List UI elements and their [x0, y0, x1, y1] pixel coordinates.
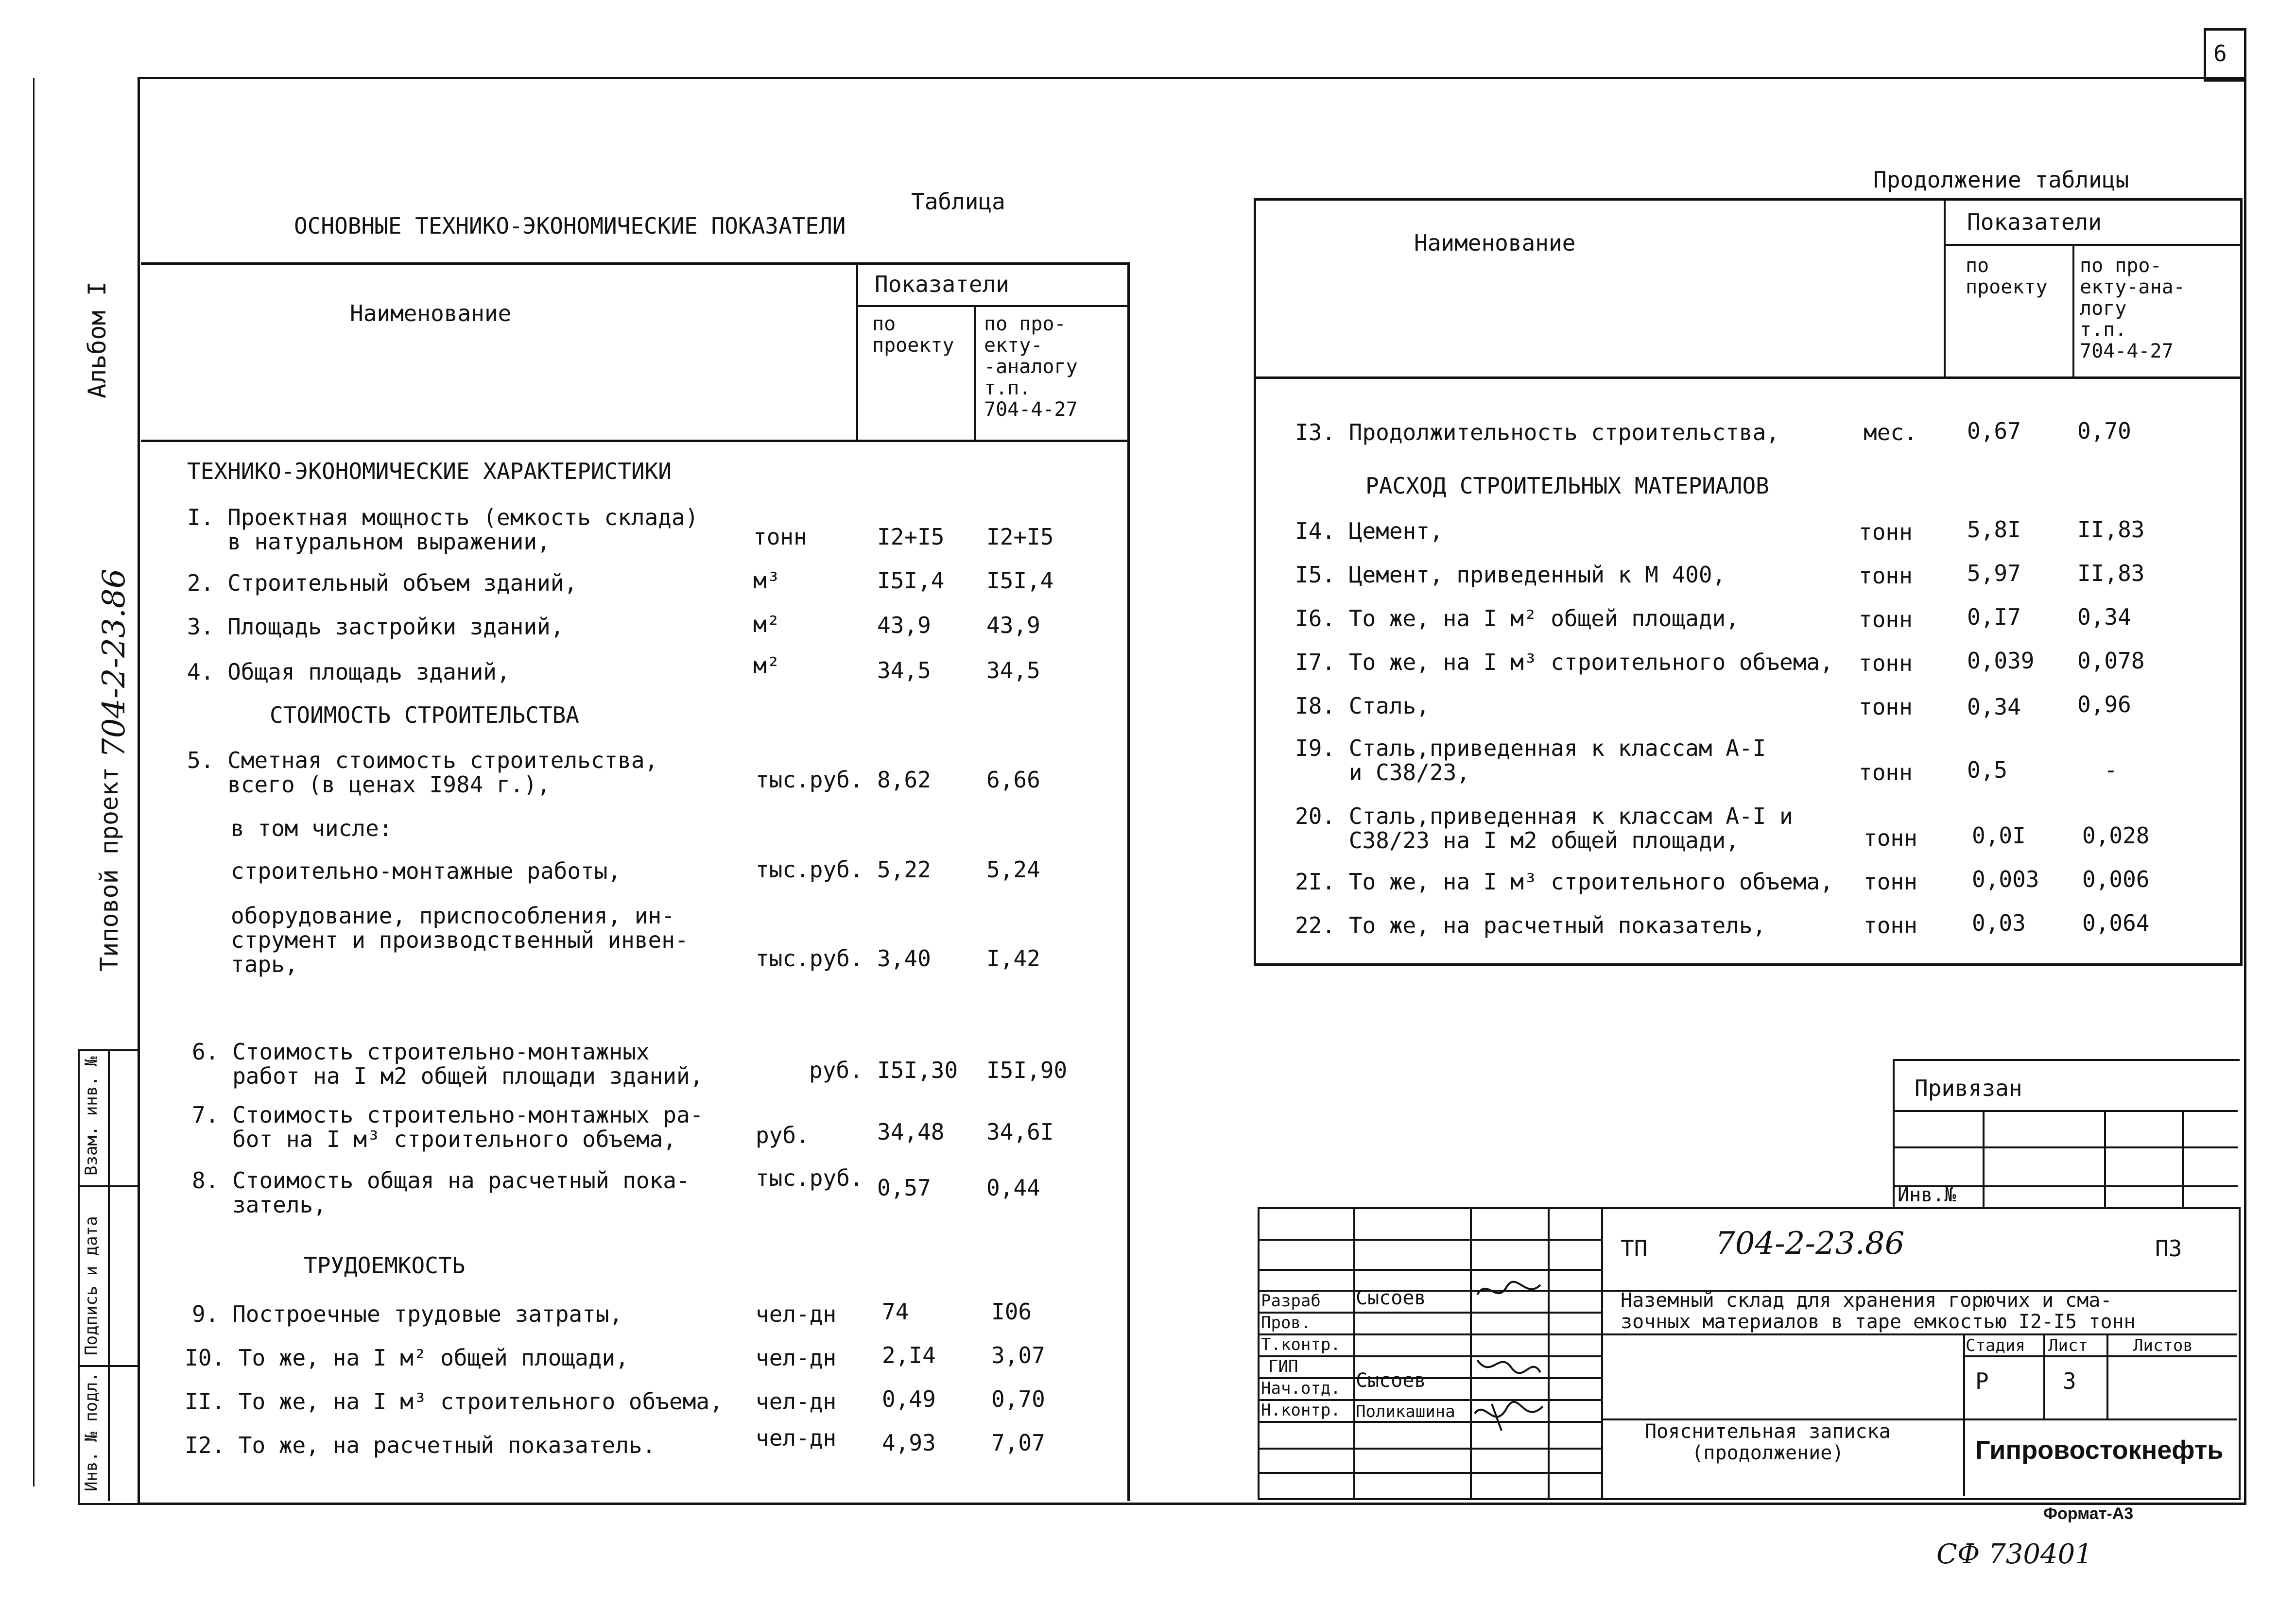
left-row-smr-analog: 5,24 — [986, 856, 1040, 883]
tb-col — [1353, 1207, 1355, 1498]
right-row-17-analog: 0,078 — [2077, 648, 2145, 674]
page-number: 6 — [2213, 40, 2227, 67]
left-row-4-project: 34,5 — [877, 657, 931, 683]
left-row-5-analog: 6,66 — [986, 767, 1040, 793]
tb-row — [1963, 1355, 2237, 1357]
left-row-4-analog: 34,5 — [986, 657, 1040, 683]
left-row-7-unit: руб. — [756, 1122, 810, 1148]
signature-nkontr — [1472, 1399, 1545, 1433]
left-row-5-name: 5. Сметная стоимость строительства, всего (в ценах I984 г.), — [187, 747, 658, 798]
right-col-divider-project — [2072, 244, 2074, 376]
right-row-20-project: 0,0I — [1972, 822, 2026, 849]
left-row-equip-name: оборудование, приспособления, ин- струмент и производственный инвен- тарь, — [231, 903, 689, 977]
left-col-indicators: Показатели — [875, 271, 1009, 297]
right-row-19-name: I9. Сталь,приведенная к классам А-I и С38/23, — [1295, 735, 1766, 786]
left-row-including: в том числе: — [231, 815, 393, 841]
right-row-16-analog: 0,34 — [2077, 604, 2131, 630]
right-row-19-unit: тонн — [1859, 759, 1913, 786]
right-row-13-project: 0,67 — [1967, 418, 2021, 444]
left-row-10-unit: чел-дн — [756, 1345, 837, 1371]
privyazan-inv: Инв.№ — [1898, 1184, 1956, 1206]
footer-code: СФ 730401 — [1936, 1538, 2092, 1570]
right-row-13-unit: мес. — [1864, 419, 1917, 445]
right-row-20-name: 20. Сталь,приведенная к классам А-I и С38/23 на I м2 общей площади, — [1295, 803, 1793, 854]
left-table-caption: Таблица — [911, 188, 1005, 215]
left-row-11-name: II. То же, на I м³ строительного объема, — [185, 1388, 723, 1415]
privyazan-col — [1983, 1110, 1985, 1207]
right-row-18-unit: тонн — [1859, 694, 1913, 720]
tb-doc: ПЗ — [2155, 1235, 2182, 1262]
right-row-13-name: I3. Продолжительность строительства, — [1295, 419, 1779, 445]
right-row-20-unit: тонн — [1864, 825, 1917, 851]
tb-row — [1258, 1355, 1601, 1357]
stamp-row-line — [78, 1365, 138, 1367]
right-row-15-project: 5,97 — [1967, 560, 2021, 586]
left-col-project: по проекту — [872, 313, 954, 357]
right-col-name: Наименование — [1414, 230, 1576, 256]
tb-row — [1258, 1472, 1601, 1474]
tb-role-tkontr: Т.контр. — [1261, 1335, 1341, 1354]
tb-stage: Р — [1975, 1368, 1989, 1394]
tb-role-nachotd: Нач.отд. — [1261, 1379, 1341, 1398]
right-row-22-name: 22. То же, на расчетный показатель, — [1295, 912, 1766, 939]
right-row-19-project: 0,5 — [1967, 757, 2008, 783]
right-row-18-name: I8. Сталь, — [1295, 693, 1430, 719]
left-row-6-unit: руб. — [809, 1057, 863, 1083]
privyazan-label: Привязан — [1915, 1075, 2022, 1101]
left-row-10-analog: 3,07 — [991, 1342, 1045, 1368]
right-header-bottom — [1254, 376, 2242, 379]
right-row-15-analog: II,83 — [2077, 560, 2145, 586]
tb-code-handwritten: 704-2-23.86 — [1715, 1226, 1905, 1262]
right-row-16-unit: тонн — [1859, 606, 1913, 632]
right-col-analog: по про- екту-ана- логу т.п. 704-4-27 — [2080, 255, 2185, 362]
left-row-6-project: I5I,30 — [877, 1057, 958, 1083]
left-col-analog: по про- екту- -аналогу т.п. 704-4-27 — [984, 313, 1078, 421]
stamp-row-line — [78, 1185, 138, 1187]
right-row-21-unit: тонн — [1864, 869, 1917, 895]
right-row-14-name: I4. Цемент, — [1295, 518, 1443, 544]
album-label: Альбом I — [83, 281, 111, 398]
left-row-8-analog: 0,44 — [986, 1175, 1040, 1201]
left-row-3-project: 43,9 — [877, 612, 931, 638]
right-indicators-line — [1944, 244, 2240, 246]
left-section-tech: ТЕХНИКО-ЭКОНОМИЧЕСКИЕ ХАРАКТЕРИСТИКИ — [187, 458, 672, 484]
right-row-15-unit: тонн — [1859, 563, 1913, 589]
left-indicators-line — [856, 305, 1127, 307]
right-section-materials: РАСХОД СТРОИТЕЛЬНЫХ МАТЕРИАЛОВ — [1365, 473, 1769, 499]
tb-role-prov: Пров. — [1261, 1313, 1311, 1333]
tb-name-nkontr: Поликашина — [1356, 1402, 1455, 1421]
stamp-podpis: Подпись и дата — [82, 1216, 101, 1355]
left-row-2-name: 2. Строительный объем зданий, — [187, 570, 578, 596]
left-row-4-name: 4. Общая площадь зданий, — [187, 659, 510, 685]
left-row-12-analog: 7,07 — [991, 1430, 1045, 1456]
privyazan-col — [2182, 1110, 2184, 1207]
left-row-smr-project: 5,22 — [877, 856, 931, 883]
left-row-2-unit: м³ — [753, 567, 780, 594]
left-row-12-name: I2. То же, на расчетный показатель. — [185, 1432, 656, 1458]
left-row-8-project: 0,57 — [877, 1175, 931, 1201]
right-row-14-analog: II,83 — [2077, 516, 2145, 543]
left-header-bottom — [141, 440, 1130, 442]
tb-col — [1963, 1333, 1965, 1496]
left-row-4-unit: м² — [753, 652, 780, 679]
format-label: Формат-А3 — [2043, 1504, 2134, 1523]
left-row-10-name: I0. То же, на I м² общей площади, — [185, 1345, 629, 1371]
right-row-14-project: 5,8I — [1967, 516, 2021, 543]
project-label: Типовой проект — [95, 767, 123, 972]
left-col-name: Наименование — [350, 300, 512, 326]
signature-gip — [1472, 1350, 1545, 1380]
tb-sheet-label: Лист — [2048, 1336, 2088, 1355]
tb-tp: ТП — [1621, 1235, 1648, 1262]
right-row-19-analog: - — [2104, 757, 2118, 783]
tb-role-gip: ГИП — [1268, 1357, 1298, 1376]
left-section-cost: СТОИМОСТЬ СТРОИТЕЛЬСТВА — [270, 702, 579, 728]
right-row-22-unit: тонн — [1864, 912, 1917, 939]
right-row-17-name: I7. То же, на I м³ строительного объема, — [1295, 649, 1833, 675]
right-row-21-name: 2I. То же, на I м³ строительного объема, — [1295, 869, 1833, 895]
left-row-9-project: 74 — [882, 1298, 909, 1325]
tb-col — [2106, 1333, 2108, 1418]
left-row-3-unit: м² — [753, 611, 780, 637]
left-row-10-project: 2,I4 — [882, 1342, 936, 1368]
left-row-1-name: I. Проектная мощность (емкость склада) в натуральном выражении, — [187, 504, 699, 555]
right-row-20-analog: 0,028 — [2082, 822, 2150, 849]
tb-doc-title: Пояснительная записка (продолжение) — [1645, 1420, 1891, 1464]
right-col-divider-name — [1944, 198, 1946, 376]
tb-sheets-label: Листов — [2133, 1336, 2193, 1355]
left-row-7-project: 34,48 — [877, 1119, 945, 1145]
left-row-equip-unit: тыс.руб. — [756, 945, 863, 972]
left-row-8-name: 8. Стоимость общая на расчетный пока- затель, — [192, 1167, 690, 1218]
left-row-7-analog: 34,6I — [986, 1119, 1054, 1145]
tb-col — [1470, 1207, 1472, 1498]
left-row-equip-project: 3,40 — [877, 945, 931, 972]
left-row-11-project: 0,49 — [882, 1386, 936, 1412]
right-col-project: по проекту — [1966, 255, 2048, 298]
left-row-1-unit: тонн — [753, 524, 807, 550]
left-row-smr-unit: тыс.руб. — [756, 856, 863, 883]
tb-name-gip: Сысоев — [1356, 1369, 1426, 1392]
right-row-13-analog: 0,70 — [2077, 418, 2131, 444]
left-row-2-project: I5I,4 — [877, 567, 945, 594]
left-row-smr-name: строительно-монтажные работы, — [231, 858, 621, 884]
right-row-15-name: I5. Цемент, приведенный к М 400, — [1295, 562, 1726, 588]
tb-col — [1548, 1207, 1550, 1498]
left-row-8-unit: тыс.руб. — [756, 1165, 863, 1191]
stamp-inv-podl: Инв. № подл. — [82, 1372, 101, 1491]
tb-stage-label: Стадия — [1966, 1336, 2025, 1355]
left-row-5-unit: тыс.руб. — [756, 767, 863, 793]
right-row-16-name: I6. То же, на I м² общей площади, — [1295, 605, 1739, 632]
signature-razrab — [1472, 1275, 1545, 1304]
tb-row — [1258, 1269, 1601, 1271]
left-row-7-name: 7. Стоимость строительно-монтажных ра- бот на I м³ строительного объема, — [192, 1102, 704, 1152]
left-binding-line — [33, 78, 35, 1486]
privyazan-line — [1893, 1110, 2238, 1112]
left-row-1-project: I2+I5 — [877, 524, 945, 550]
tb-role-razrab: Разраб — [1261, 1291, 1321, 1311]
left-row-6-analog: I5I,90 — [986, 1057, 1068, 1083]
tb-sheet: 3 — [2063, 1368, 2076, 1394]
privyazan-line — [1893, 1146, 2238, 1148]
right-row-14-unit: тонн — [1859, 519, 1913, 545]
tb-col — [2043, 1333, 2045, 1418]
stamp-vzam: Взам. инв. № — [82, 1056, 101, 1176]
right-row-18-project: 0,34 — [1967, 694, 2021, 720]
project-code-handwritten: 704-2-23.86 — [96, 568, 132, 758]
tb-row — [1258, 1448, 1601, 1450]
left-row-9-unit: чел-дн — [756, 1301, 837, 1327]
right-row-21-analog: 0,006 — [2082, 866, 2150, 892]
left-col-divider-project — [974, 305, 976, 440]
left-row-9-name: 9. Построечные трудовые затраты, — [192, 1301, 623, 1327]
tb-role-nkontr: Н.контр. — [1261, 1401, 1341, 1420]
left-table-heading: ОСНОВНЫЕ ТЕХНИКО-ЭКОНОМИЧЕСКИЕ ПОКАЗАТЕЛИ — [294, 213, 846, 239]
left-row-equip-analog: I,42 — [986, 945, 1040, 972]
tb-col — [1601, 1207, 1603, 1498]
tb-organization: Гипровостокнефть — [1975, 1435, 2224, 1465]
left-row-9-analog: I06 — [991, 1298, 1032, 1325]
left-row-1-analog: I2+I5 — [986, 524, 1054, 550]
right-row-18-analog: 0,96 — [2077, 691, 2131, 718]
privyazan-col — [2104, 1110, 2106, 1207]
right-row-22-analog: 0,064 — [2082, 910, 2150, 936]
right-row-21-project: 0,003 — [1972, 866, 2039, 892]
left-row-11-unit: чел-дн — [756, 1388, 837, 1415]
tb-description: Наземный склад для хранения горючих и сма- зочных материалов в таре емкостью I2-I5 тонн — [1621, 1289, 2136, 1333]
right-row-22-project: 0,03 — [1972, 910, 2026, 936]
right-row-16-project: 0,I7 — [1967, 604, 2021, 630]
right-row-17-unit: тонн — [1859, 650, 1913, 676]
right-table-caption: Продолжение таблицы — [1873, 167, 2129, 193]
left-row-3-name: 3. Площадь застройки зданий, — [187, 614, 564, 640]
left-row-5-project: 8,62 — [877, 767, 931, 793]
tb-name-razrab: Сысоев — [1356, 1287, 1426, 1309]
left-col-divider-name — [856, 262, 858, 440]
tb-row — [1258, 1239, 1601, 1241]
right-row-17-project: 0,039 — [1967, 648, 2035, 674]
left-row-6-name: 6. Стоимость строительно-монтажных работ на I м2 общей площади зданий, — [192, 1039, 704, 1089]
left-row-11-analog: 0,70 — [991, 1386, 1045, 1412]
tb-row — [1601, 1333, 2237, 1335]
right-col-indicators: Показатели — [1967, 209, 2102, 235]
left-section-labor: ТРУДОЕМКОСТЬ — [304, 1252, 466, 1279]
left-row-2-analog: I5I,4 — [986, 567, 1054, 594]
left-row-12-project: 4,93 — [882, 1430, 936, 1456]
stamp-divider — [108, 1049, 110, 1501]
left-row-12-unit: чел-дн — [756, 1425, 837, 1451]
left-row-3-analog: 43,9 — [986, 612, 1040, 638]
